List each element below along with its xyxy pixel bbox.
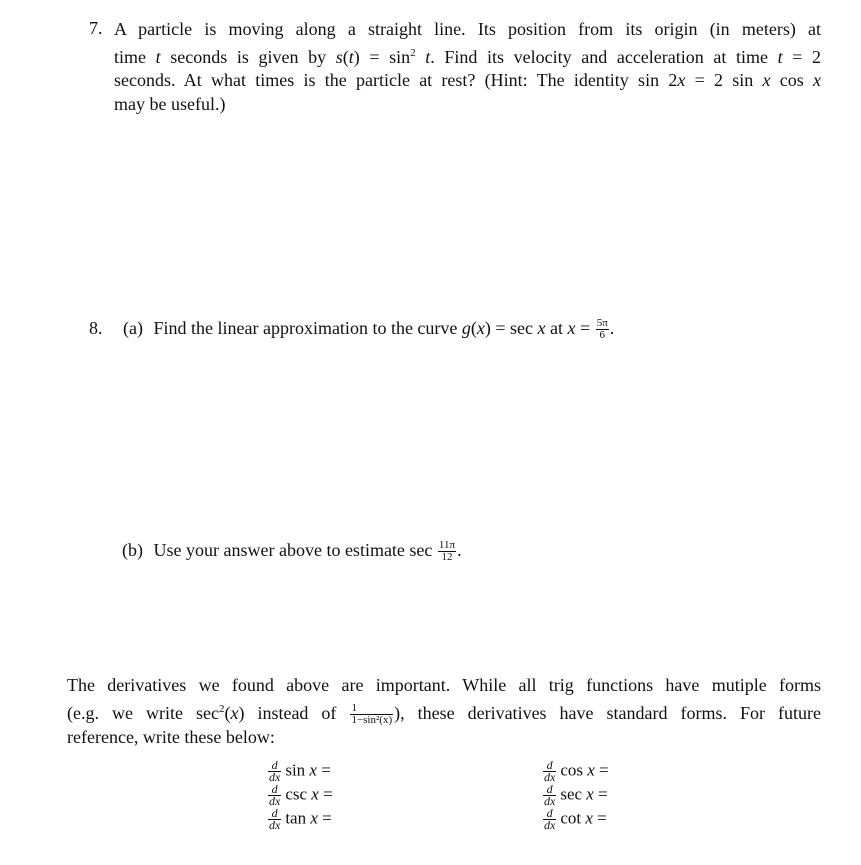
problem-7-text (114, 18, 821, 116)
closing-line-1: The derivatives we found above are important. While all trig functions have mutiple forms (67, 675, 821, 695)
fraction-11pi-over-12: $\frac{11\pi}{12}$ (438, 539, 456, 564)
fraction-one-over-one-minus-sin-squared: $\frac{1}{\text{1−sin²(x)}}$ (351, 701, 393, 726)
closing-line-3: reference, write these below: (67, 726, 275, 747)
problem-8b (122, 540, 462, 563)
derivative-cot: $\frac{d}{dx}$ cot x = (544, 806, 607, 832)
problem-7-line-2: time t seconds is given by $s(t) = \sin^2 t$. Find its velocity and acceleration at time t = 2 (114, 46, 822, 67)
derivative-sec: $\frac{d}{dx}$ sec x = (544, 782, 608, 808)
part-a-text: Find the linear approximation to the curve g(x) = sec x at x = $\frac{5\pi}{6}$ . (153, 317, 615, 342)
fraction-5pi-over-6: $\frac{5\pi}{6}$ (596, 317, 608, 342)
problem-7-line-1: A particle is moving along a straight line. Its position from its origin (in meters) at (114, 19, 821, 39)
closing-line-2: (e.g. we write $\sec^2(x)$ instead of $\frac{1}{\text{1−sin²(x)}}$ ), these derivatives have standard forms. For future (67, 701, 821, 726)
part-a-label: (a) (123, 318, 143, 338)
part-b-label: (b) (122, 540, 143, 560)
closing-paragraph (67, 674, 821, 749)
part-b-text: Use your answer above to estimate sec $\frac{11\pi}{12}$ . (153, 539, 462, 564)
problem-8-number: 8. (89, 318, 103, 338)
derivative-csc: $\frac{d}{dx}$ csc x = (269, 782, 333, 808)
derivative-sin: $\frac{d}{dx}$ sin x = (269, 758, 331, 784)
problem-7-line-4: may be useful.) (114, 93, 226, 114)
problem-7-line-3: seconds. At what times is the particle at rest? (Hint: The identity sin 2x = 2 sin x cos x (114, 70, 821, 90)
derivative-tan: $\frac{d}{dx}$ tan x = (269, 806, 332, 832)
derivative-cos: $\frac{d}{dx}$ cos x = (544, 758, 609, 784)
problem-7-number: 7. (89, 18, 103, 38)
problem-8a (123, 318, 614, 341)
